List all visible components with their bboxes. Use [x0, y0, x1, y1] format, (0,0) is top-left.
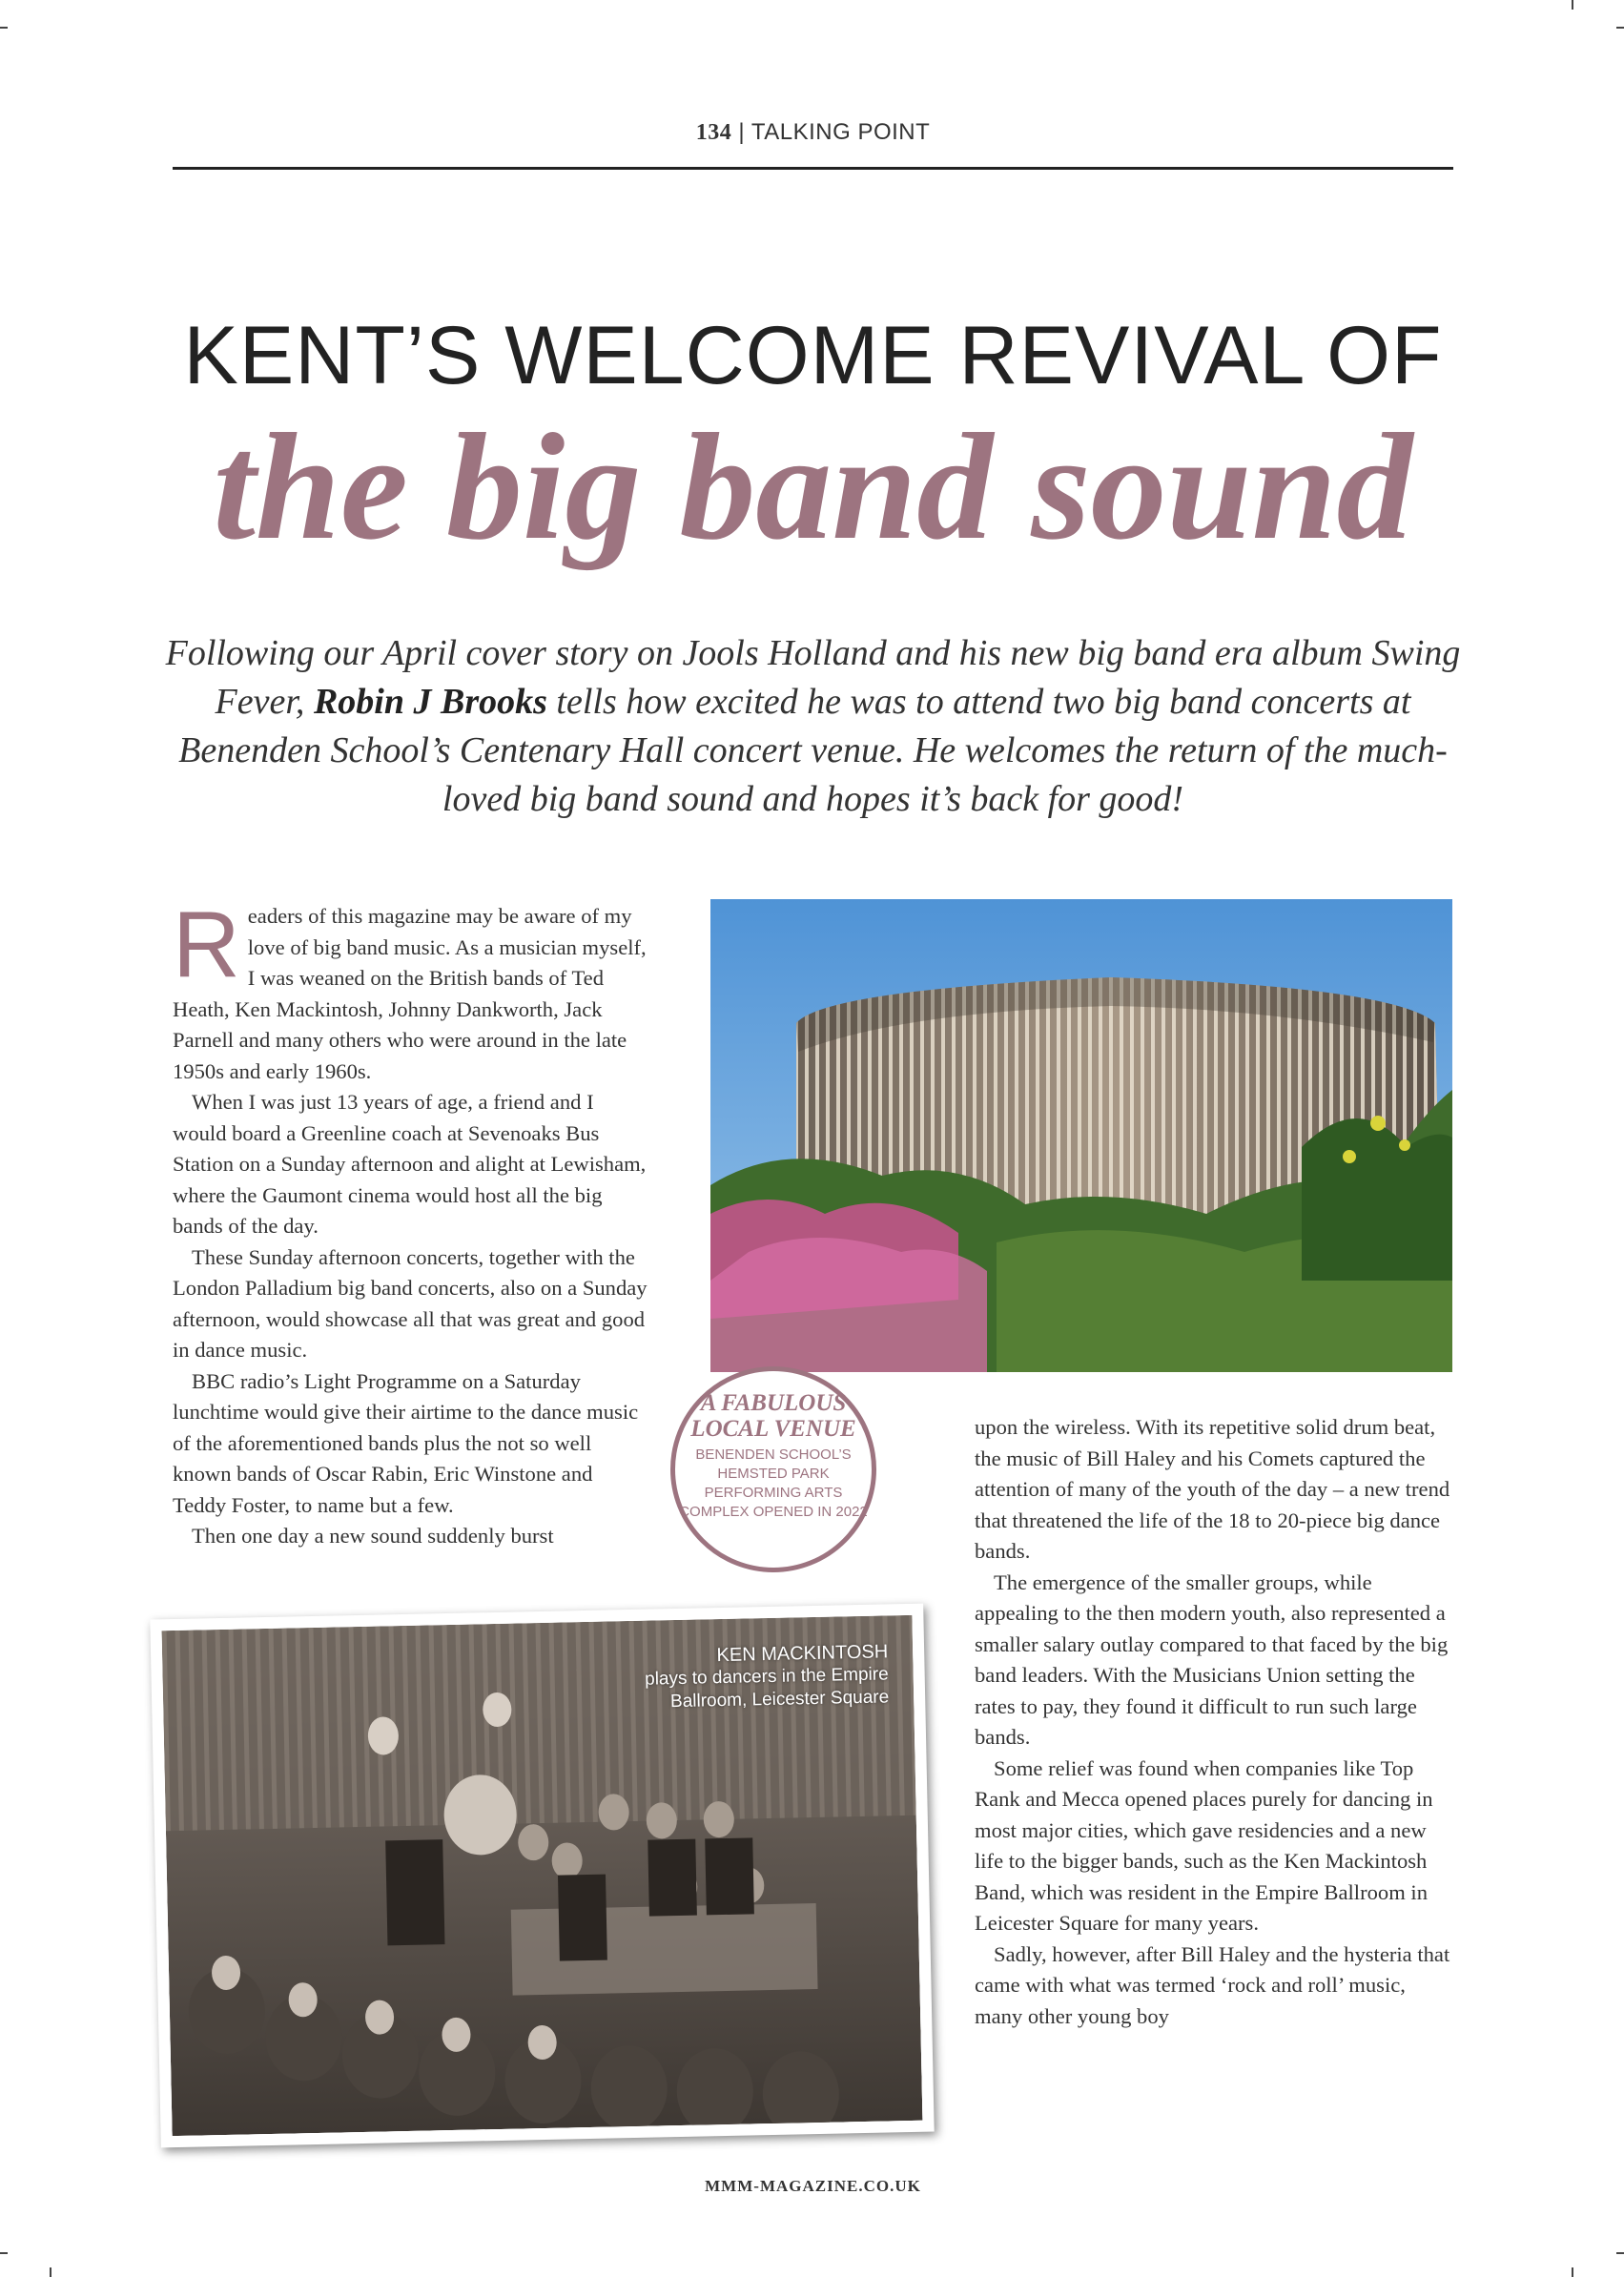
paragraph: Sadly, however, after Bill Haley and the hysteria that came with what was termed ‘rock and roll’ music, many other young boy [975, 1941, 1450, 2028]
paragraph [173, 892, 649, 1087]
badge-text: BENENDEN SCHOOL’S HEMSTED PARK PERFORMING ARTS COMPLEX OPENED IN 2022 [679, 1446, 868, 1520]
body-column-right [975, 1412, 1451, 2032]
crop-mark [1616, 27, 1624, 29]
band-photo-caption [602, 1640, 889, 1714]
standfirst [162, 629, 1464, 824]
crop-mark [0, 27, 8, 29]
caption-name: KEN MACKINTOSH [716, 1641, 889, 1667]
paragraph: BBC radio’s Light Programme on a Saturday lunchtime would give their airtime to the dance music of the aforementioned bands plus the not so well known bands of Oscar Rabin, Eric Winstone and Teddy Foster, to name but a few. [173, 1368, 639, 1517]
paragraph-text: eaders of this magazine may be aware of my love of big band music. As a musician myself, I was weaned on the British bands of Ted Heath, Ken Mackintosh, Johnny Dankworth, Jack Parnell and many others who were around in the late 1950s and early 1960s. [173, 904, 647, 1083]
header-rule [173, 167, 1453, 170]
crop-mark [0, 2252, 8, 2254]
drop-cap: R [173, 892, 240, 996]
venue-photo [710, 899, 1452, 1372]
paragraph: upon the wireless. With its repetitive solid drum beat, the music of Bill Haley and his Comets captured the attention of many of the youth of the day – a new trend that threatened the life of the 18 to 20-piece big dance bands. [975, 1415, 1450, 1563]
body-column-left [173, 892, 649, 1552]
header-separator: | [738, 119, 746, 145]
crop-mark [1572, 2267, 1573, 2277]
standfirst-rest: tells how excited he was to attend two big band concerts at Benenden School’s Centenary Hall concert venue. He welcomes the return of the much-loved big band sound and hopes it’s back for good! [178, 682, 1448, 819]
paragraph: Some relief was found when companies like Top Rank and Mecca opened places purely for dancing in most major cities, which gave residencies and a new life to the bigger bands, such as the Ken Mackintosh Band, which was resident in the Empire Ballroom in Leicester Square for many years. [975, 1755, 1433, 1935]
crop-mark [1616, 2252, 1624, 2254]
running-header [173, 119, 1453, 146]
paragraph: Then one day a new sound suddenly burst [192, 1524, 554, 1548]
standfirst-intro: Following our April cover story on Jools Holland and his new big band era album Swing Fever, [165, 633, 1461, 722]
caption-text: plays to dancers in the Empire Ballroom, Leicester Square [644, 1664, 890, 1713]
crop-mark [50, 2267, 51, 2277]
section-label: TALKING POINT [750, 119, 931, 145]
headline-line-1: KENT’S WELCOME REVIVAL OF [183, 310, 1443, 401]
band-photo [150, 1604, 934, 2148]
venue-badge [670, 1366, 876, 1572]
paragraph: The emergence of the smaller groups, while appealing to the then modern youth, also represented a smaller salary outlay compared to that faced by the big band leaders. With the Musicians Union setting the rates to pay, they found it difficult to run such large bands. [975, 1569, 1449, 1749]
page-number: 134 [695, 120, 732, 145]
badge-title: A FABULOUS LOCAL VENUE [690, 1390, 856, 1442]
author-name: Robin J Brooks [313, 682, 547, 722]
paragraph: When I was just 13 years of age, a friend and I would board a Greenline coach at Sevenoaks Bus Station on a Sunday afternoon and alight at Lewisham, where the Gaumont cinema would host all the big bands of the day. [173, 1090, 647, 1238]
paragraph: These Sunday afternoon concerts, together with the London Palladium big band concerts, also on a Sunday afternoon, would showcase all that was great and good in dance music. [173, 1244, 648, 1362]
footer-website: MMM-MAGAZINE.CO.UK [705, 2177, 921, 2195]
crop-mark [1572, 0, 1573, 10]
headline-line-2: the big band sound [213, 401, 1413, 571]
